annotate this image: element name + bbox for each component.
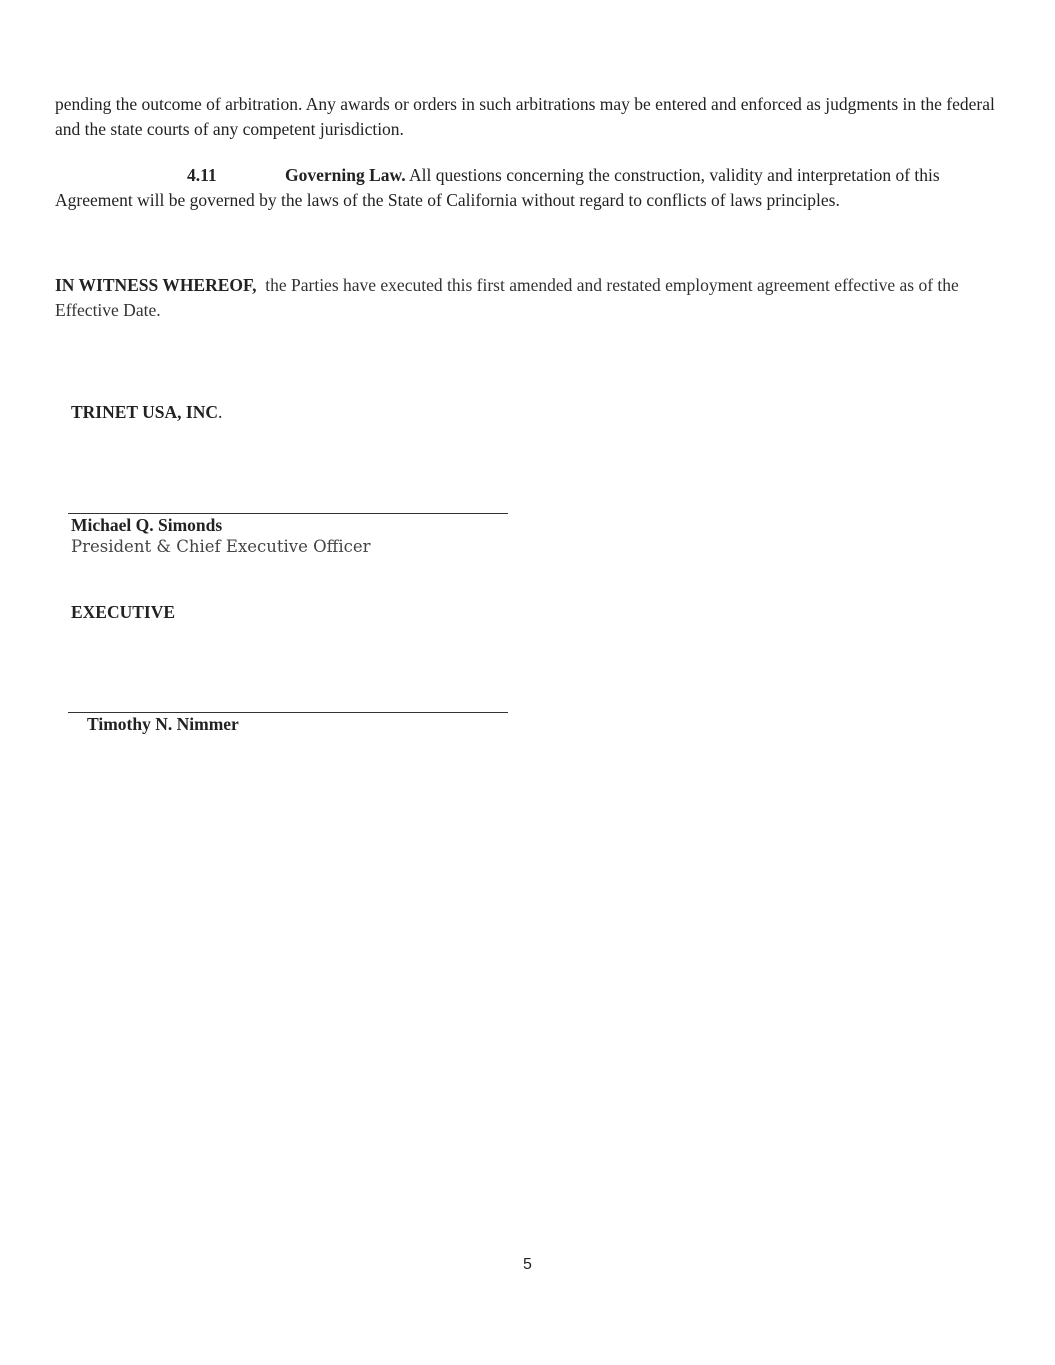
- witness-body: the Parties have executed this first amended and restated employment agreement effective as of the Effective Date.: [55, 275, 964, 320]
- witness-lead: IN WITNESS WHEREOF,: [55, 275, 257, 295]
- governing-law-paragraph: [55, 163, 1000, 213]
- company-name: [71, 401, 222, 423]
- witness-paragraph: [55, 273, 1000, 323]
- executive-label: EXECUTIVE: [71, 602, 176, 622]
- section-heading: Governing Law.: [285, 165, 406, 185]
- company-signer-title: President & Chief Executive Officer: [71, 537, 371, 556]
- company-signer-name: Michael Q. Simonds: [71, 515, 223, 535]
- company-name-text: TRINET USA, INC: [71, 402, 219, 422]
- executive-signer-name: Timothy N. Nimmer: [87, 714, 239, 734]
- section-number: 4.11: [187, 165, 217, 185]
- arbitration-paragraph-continuation: pending the outcome of arbitration. Any awards or orders in such arbitrations may be entered and enforced as judgments in the federal and the state courts of any competent jurisdiction.: [55, 94, 995, 139]
- company-name-suffix: .: [218, 402, 223, 422]
- page-number: 5: [523, 1256, 532, 1273]
- section-body: All questions concerning the construction, validity and interpretation of this Agreement will be governed by the laws of the State of California without regard to conflicts of laws principles.: [55, 165, 940, 210]
